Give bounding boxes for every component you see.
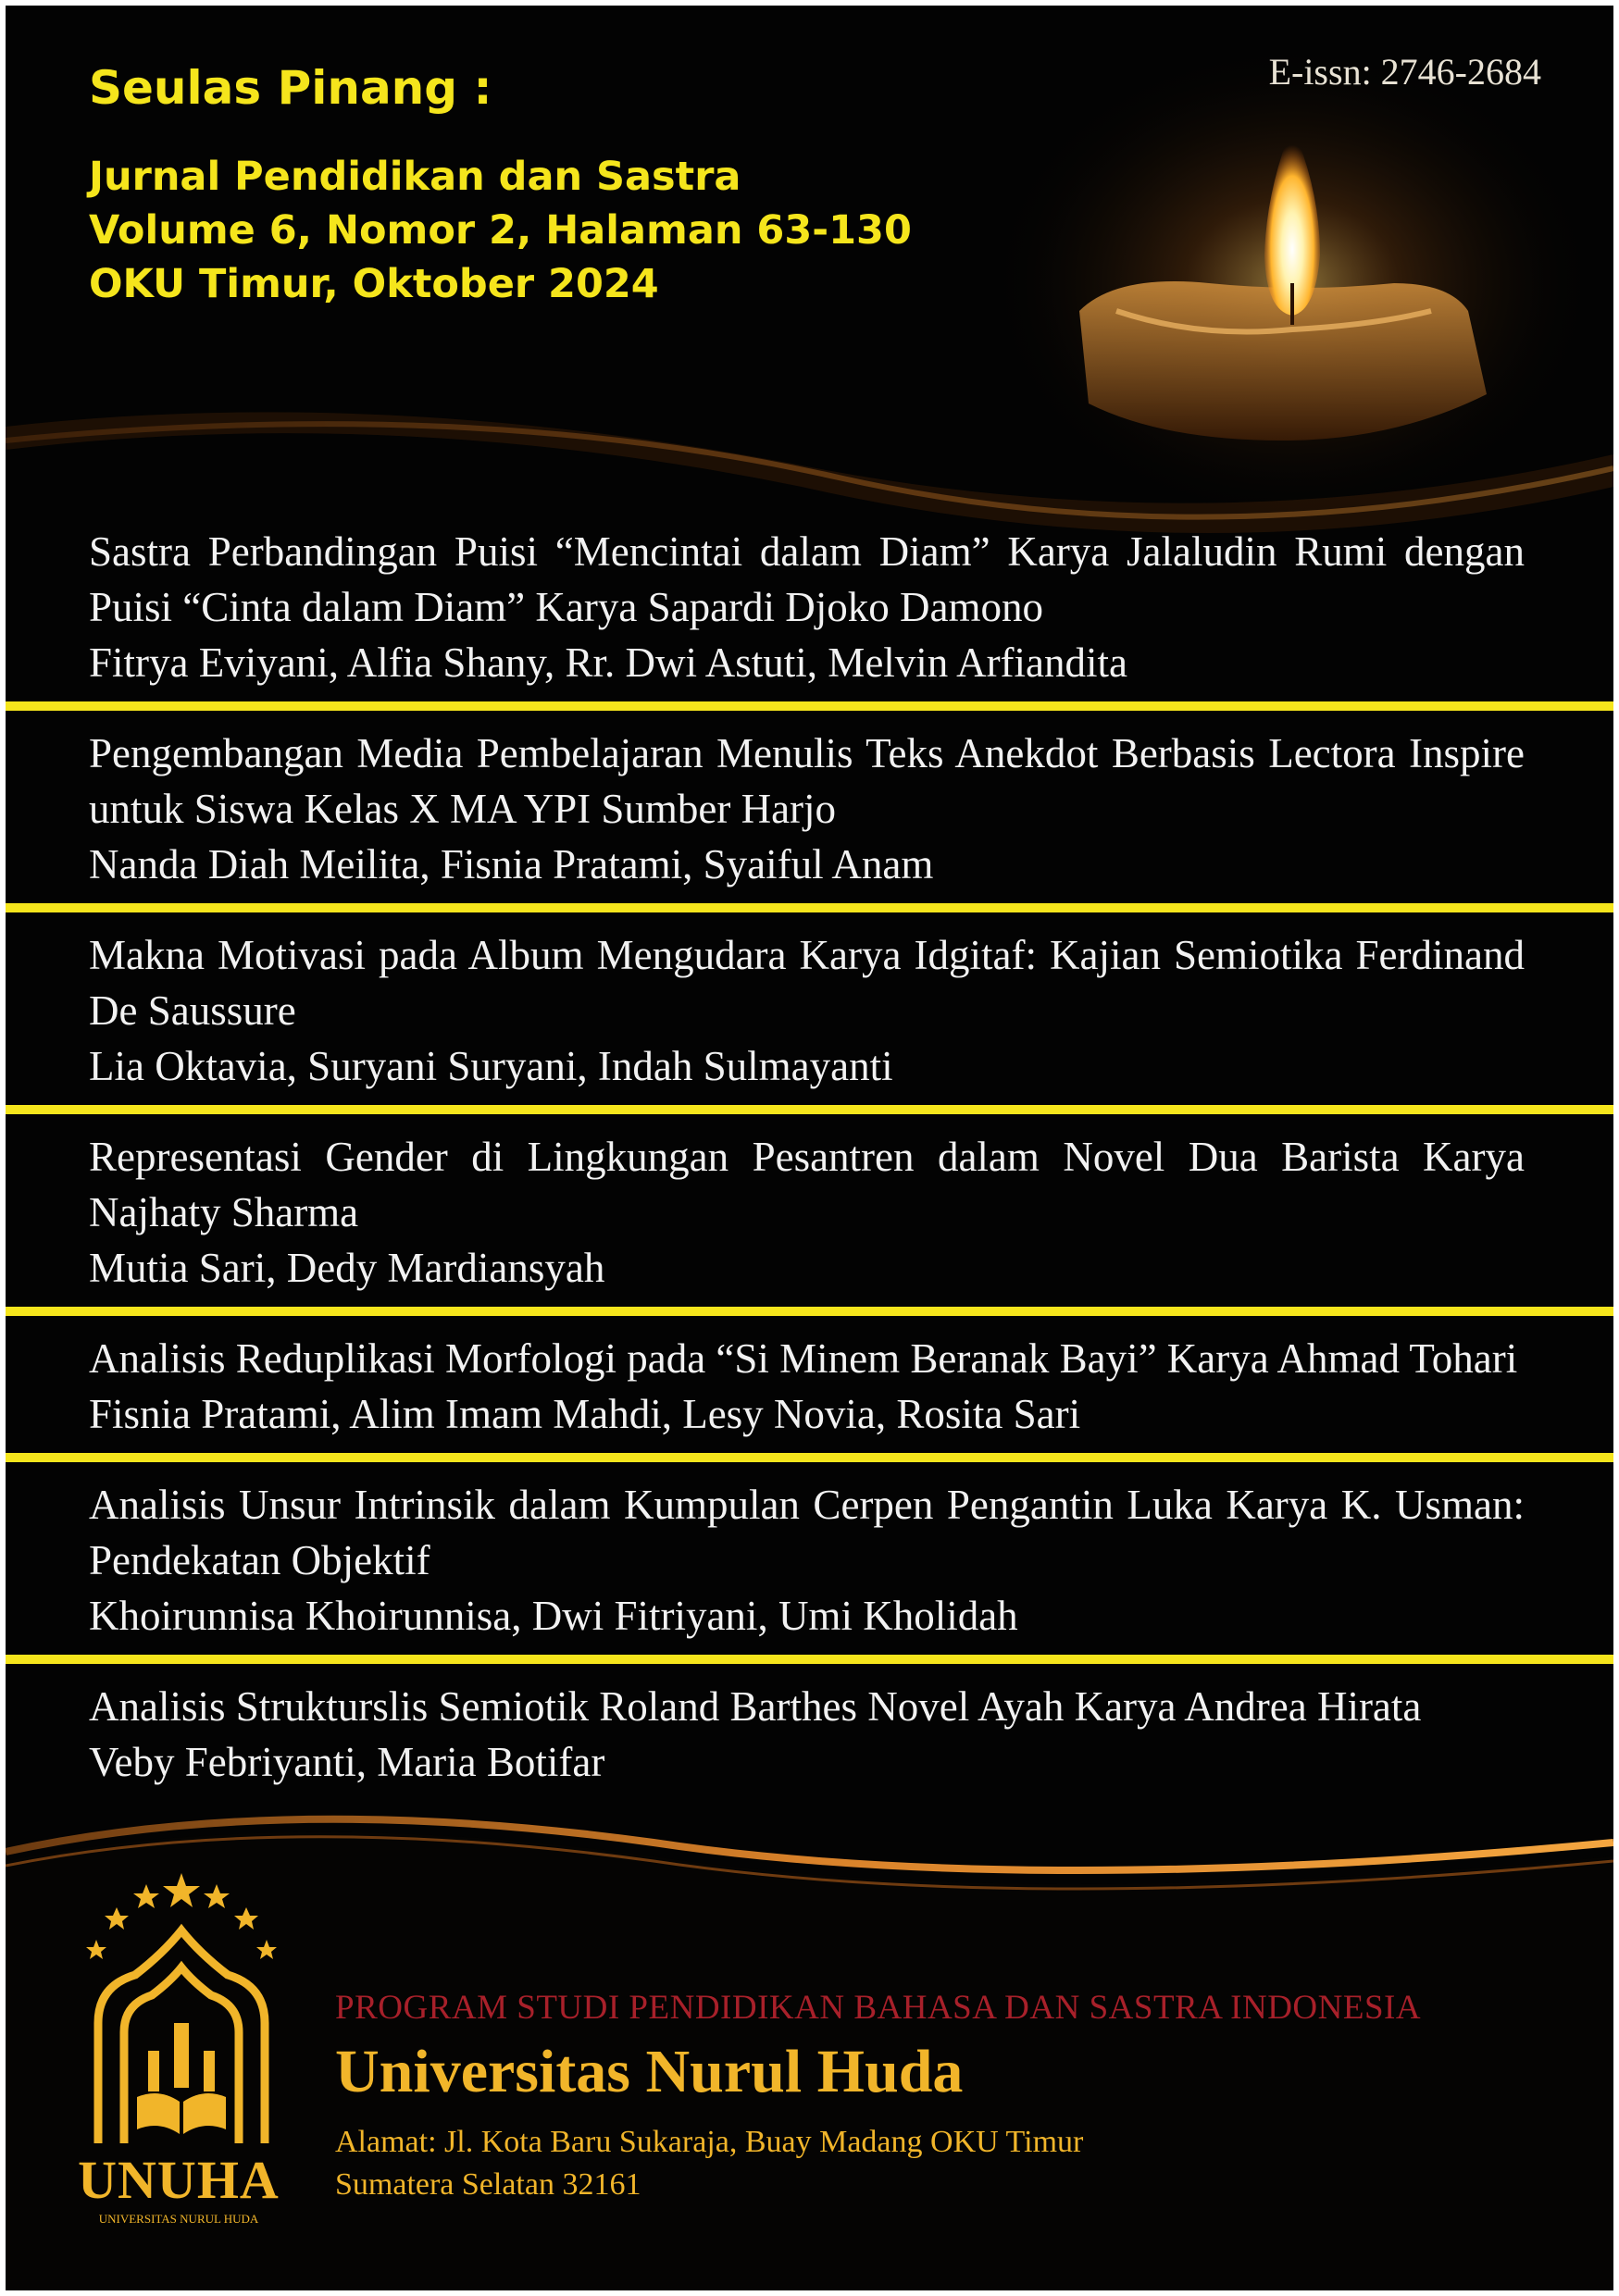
article-authors: Fitrya Eviyani, Alfia Shany, Rr. Dwi Astuti, Melvin Arfiandita — [89, 639, 1127, 686]
university-name: Universitas Nurul Huda — [335, 2038, 964, 2105]
article-title: Makna Motivasi pada Album Mengudara Karya Idgitaf: Kajian Semiotika Ferdinand De Saussure — [89, 932, 1525, 1034]
eissn-label: E-issn: 2746-2684 — [1268, 51, 1541, 93]
journal-place-date: OKU Timur, Oktober 2024 — [89, 261, 659, 307]
address-line: Alamat: Jl. Kota Baru Sukaraja, Buay Madang OKU Timur — [335, 2125, 1084, 2159]
yellow-separator — [6, 701, 1613, 711]
article-entry — [6, 1331, 1613, 1442]
article-title: Analisis Reduplikasi Morfologi pada “Si Minem Beranak Bayi” Karya Ahmad Tohari — [89, 1335, 1518, 1382]
candle-illustration — [987, 43, 1598, 524]
article-title: Pengembangan Media Pembelajaran Menulis Teks Anekdot Berbasis Lectora Inspire untuk Siswa Kelas X MA YPI Sumber Harjo — [89, 730, 1525, 832]
article-title: Analisis Unsur Intrinsik dalam Kumpulan Cerpen Pengantin Luka Karya K. Usman: Pendekatan Objektif — [89, 1482, 1525, 1583]
cover-background — [6, 6, 1613, 2290]
article-entry — [6, 1129, 1613, 1296]
logo-tagline: UNIVERSITAS NURUL HUDA — [98, 2212, 259, 2226]
yellow-separator — [6, 1105, 1613, 1114]
article-authors: Khoirunnisa Khoirunnisa, Dwi Fitriyani, Umi Kholidah — [89, 1593, 1018, 1639]
study-program-name: PROGRAM STUDI PENDIDIKAN BAHASA DAN SASTRA INDONESIA — [335, 1989, 1422, 2027]
journal-volume: Volume 6, Nomor 2, Halaman 63-130 — [89, 207, 912, 254]
article-entry — [6, 1477, 1613, 1644]
journal-subtitle: Jurnal Pendidikan dan Sastra — [89, 154, 741, 200]
yellow-separator — [6, 1307, 1613, 1316]
yellow-separator — [6, 1453, 1613, 1462]
logo-name: UNUHA — [78, 2150, 280, 2210]
article-authors: Mutia Sari, Dedy Mardiansyah — [89, 1245, 605, 1291]
article-entry — [6, 726, 1613, 892]
yellow-separator — [6, 1655, 1613, 1664]
article-entry — [6, 927, 1613, 1094]
article-authors: Lia Oktavia, Suryani Suryani, Indah Sulmayanti — [89, 1043, 893, 1089]
address-line: Sumatera Selatan 32161 — [335, 2167, 641, 2202]
article-authors: Fisnia Pratami, Alim Imam Mahdi, Lesy Novia, Rosita Sari — [89, 1391, 1081, 1437]
article-authors: Nanda Diah Meilita, Fisnia Pratami, Syaiful Anam — [89, 841, 934, 887]
article-title: Representasi Gender di Lingkungan Pesantren dalam Novel Dua Barista Karya Najhaty Sharma — [89, 1134, 1525, 1235]
article-entry — [6, 1679, 1613, 1790]
table-of-contents — [6, 524, 1613, 1790]
article-title: Sastra Perbandingan Puisi “Mencintai dalam Diam” Karya Jalaludin Rumi dengan Puisi “Cinta dalam Diam” Karya Sapardi Djoko Damono — [89, 528, 1525, 630]
journal-name: Seulas Pinang : — [89, 61, 492, 115]
yellow-separator — [6, 903, 1613, 912]
article-authors: Veby Febriyanti, Maria Botifar — [89, 1739, 605, 1785]
article-title: Analisis Strukturslis Semiotik Roland Barthes Novel Ayah Karya Andrea Hirata — [89, 1683, 1422, 1730]
article-entry — [6, 524, 1613, 690]
